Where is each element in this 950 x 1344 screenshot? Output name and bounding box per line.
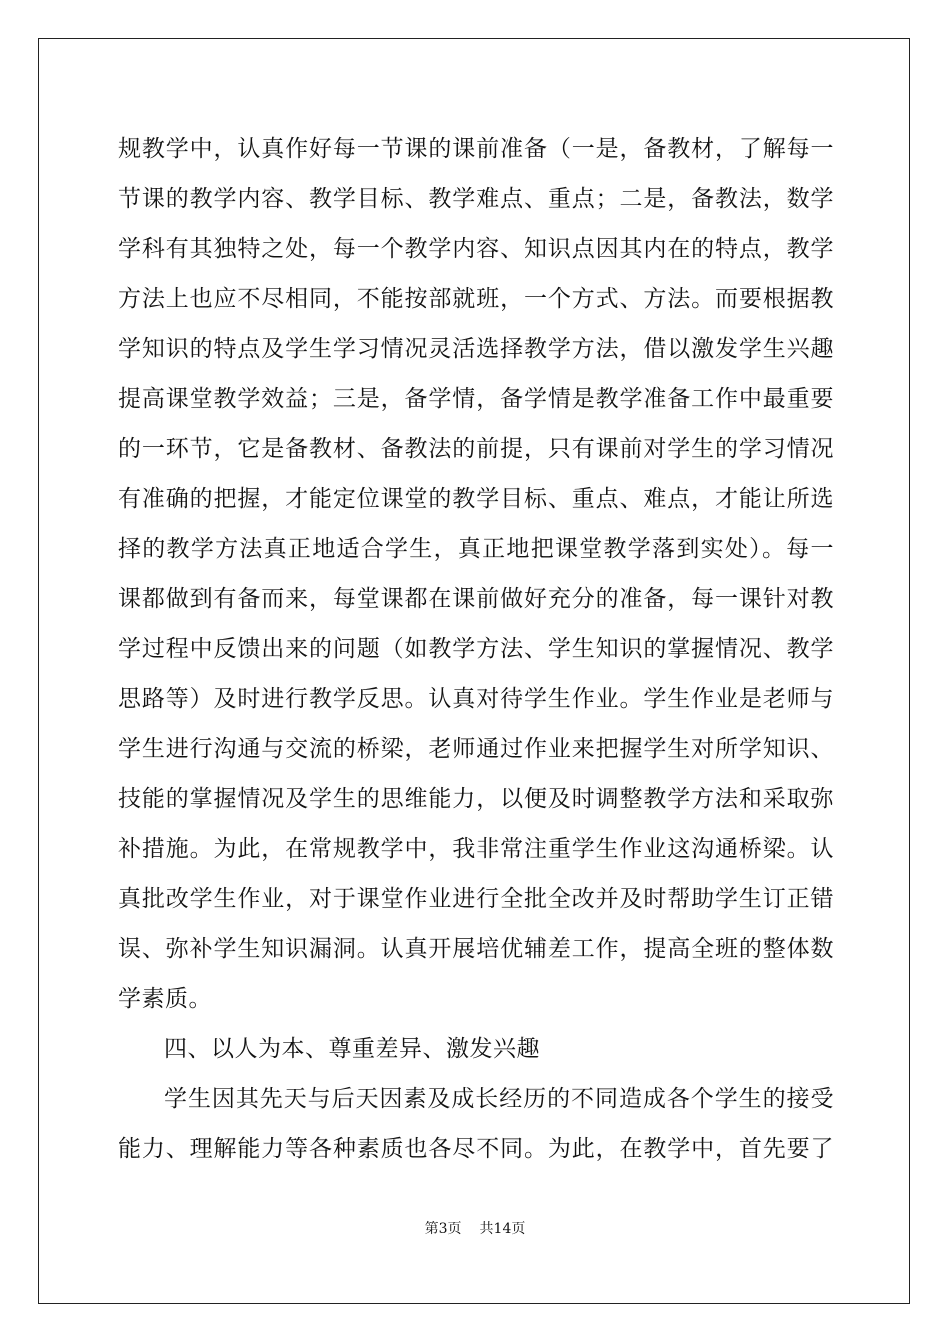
text-line: 学素质。 [118, 986, 212, 1012]
section-heading: 四、以人为本、尊重差异、激发兴趣 [164, 1036, 540, 1062]
text-line: 学知识的特点及学生学习情况灵活选择教学方法，借以激发学生兴趣 [118, 336, 834, 362]
text-line: 提高课堂教学效益；三是，备学情，备学情是教学准备工作中最重要 [118, 386, 834, 412]
text-line: 技能的掌握情况及学生的思维能力，以便及时调整教学方法和采取弥 [118, 786, 834, 812]
text-line: 学生因其先天与后天因素及成长经历的不同造成各个学生的接受 [164, 1086, 834, 1112]
text-line: 补措施。为此，在常规教学中，我非常注重学生作业这沟通桥梁。认 [118, 836, 834, 862]
text-line: 学生进行沟通与交流的桥梁，老师通过作业来把握学生对所学知识、 [118, 736, 834, 762]
text-line: 的一环节，它是备教材、备教法的前提，只有课前对学生的学习情况 [118, 436, 834, 462]
text-line: 规教学中，认真作好每一节课的课前准备（一是，备教材，了解每一 [118, 136, 834, 162]
text-line: 学科有其独特之处，每一个教学内容、知识点因其内在的特点，教学 [118, 236, 834, 262]
text-line: 学过程中反馈出来的问题（如教学方法、学生知识的掌握情况、教学 [118, 636, 834, 662]
text-line: 有准确的把握，才能定位课堂的教学目标、重点、难点，才能让所选 [118, 486, 834, 512]
document-body [118, 124, 834, 1174]
text-line: 课都做到有备而来，每堂课都在课前做好充分的准备，每一课针对教 [118, 586, 834, 612]
text-line: 思路等）及时进行教学反思。认真对待学生作业。学生作业是老师与 [118, 686, 834, 712]
text-line: 能力、理解能力等各种素质也各尽不同。为此，在教学中，首先要了 [118, 1136, 834, 1162]
text-line: 择的教学方法真正地适合学生，真正地把课堂教学落到实处）。每一 [118, 536, 834, 562]
page-total: 共14页 [479, 1221, 526, 1237]
text-line: 误、弥补学生知识漏洞。认真开展培优辅差工作，提高全班的整体数 [118, 936, 834, 962]
text-line: 真批改学生作业，对于课堂作业进行全批全改并及时帮助学生订正错 [118, 886, 834, 912]
page-number: 第3页 [424, 1221, 462, 1237]
text-line: 方法上也应不尽相同，不能按部就班，一个方式、方法。而要根据教 [118, 286, 834, 312]
text-line: 节课的教学内容、教学目标、教学难点、重点；二是，备教法，数学 [118, 186, 834, 212]
page-footer [0, 1218, 950, 1238]
